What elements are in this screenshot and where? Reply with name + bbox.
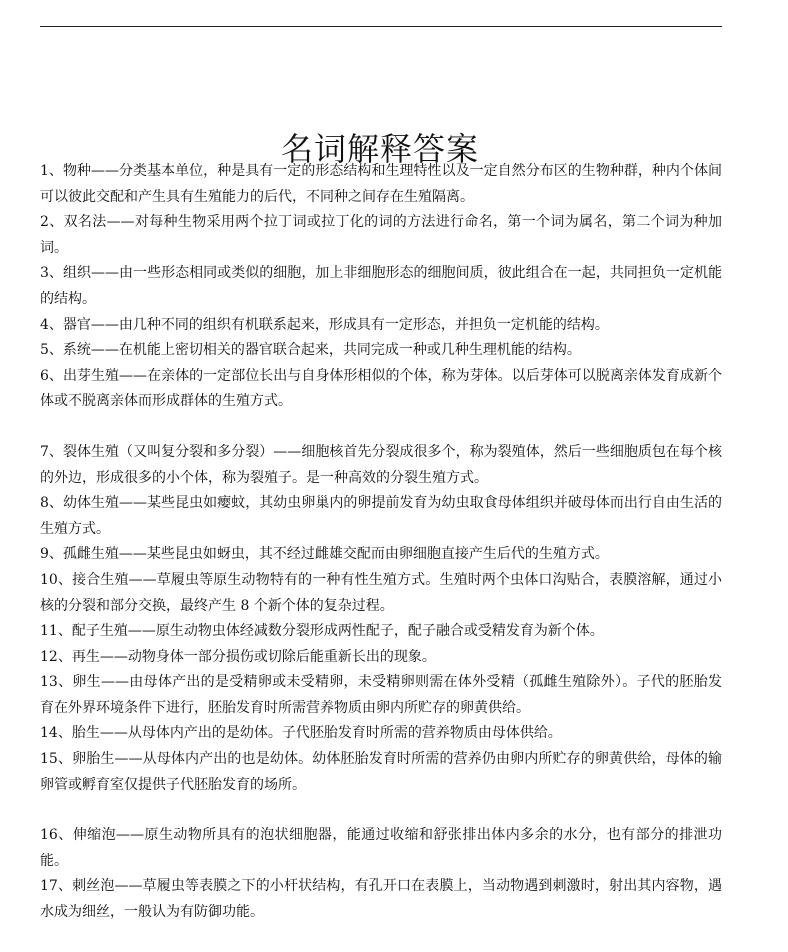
entry-ovoviviparity: 15、卵胎生——从母体内产出的也是幼体。幼体胚胎发育时所需的营养仍由卵内所贮存的卵黄供给，母体的输卵管或孵育室仅提供子代胚胎发育的场所。 [40, 751, 722, 793]
paragraph-gap [40, 415, 722, 440]
entry-oviparity: 13、卵生——由母体产出的是受精卵或未受精卵，未受精卵则需在体外受精（孤雌生殖除外）。子代的胚胎发育在外界环境条件下进行，胚胎发育时所需营养物质由卵内所贮存的卵黄供给。 [40, 674, 722, 716]
header-rule [40, 26, 722, 27]
entry-gametogony: 11、配子生殖——原生动物虫体经减数分裂形成两性配子，配子融合或受精发育为新个体。 [40, 623, 604, 640]
entry-regeneration: 12、再生——动物身体一部分损伤或切除后能重新长出的现象。 [40, 648, 436, 665]
entry-schizogony: 7、裂体生殖（又叫复分裂和多分裂）——细胞核首先分裂成很多个，称为裂殖体，然后一些细胞质包在每个核的外边，形成很多的小个体，称为裂殖子。是一种高效的分裂生殖方式。 [40, 443, 722, 486]
entry-binomial-nomenclature: 2、双名法——对每种生物采用两个拉丁词或拉丁化的词的方法进行命名，第一个词为属名，第二个词为种加词。 [40, 214, 722, 256]
entry-tissue: 3、组织——由一些形态相同或类似的细胞，加上非细胞形态的细胞间质，彼此组合在一起，共同担负一定机能的结构。 [40, 265, 722, 307]
page-title: 名词解释答案 [280, 130, 479, 169]
entry-conjugation: 10、接合生殖——草履虫等原生动物特有的一种有性生殖方式。生殖时两个虫体口沟贴合，表膜溶解，通过小核的分裂和部分交换，最终产生 8 个新个体的复杂过程。 [40, 571, 722, 614]
paragraph-gap [40, 798, 722, 823]
entry-parthenogenesis: 9、孤雌生殖——某些昆虫如蚜虫，其不经过雌雄交配而由卵细胞直接产生后代的生殖方式。 [40, 546, 609, 563]
entry-system: 5、系统——在机能上密切相关的器官联合起来，共同完成一种或几种生理机能的结构。 [40, 342, 581, 359]
entry-organ: 4、器官——由几种不同的组织有机联系起来，形成具有一定形态，并担负一定机能的结构。 [40, 316, 609, 333]
entry-trichocyst: 17、刺丝泡——草履虫等表膜之下的小杆状结构，有孔开口在表膜上，当动物遇到刺激时，射出其内容物，遇水成为细丝，一般认为有防御功能。 [40, 878, 722, 921]
entry-viviparity: 14、胎生——从母体内产出的是幼体。子代胚胎发育时所需的营养物质由母体供给。 [40, 725, 562, 742]
entry-contractile-vacuole: 16、伸缩泡——原生动物所具有的泡状细胞器，能通过收缩和舒张排出体内多余的水分，也有部分的排泄功能。 [40, 827, 722, 869]
entry-paedogenesis: 8、幼体生殖——某些昆虫如瘿蚊，其幼虫卵巢内的卵提前发育为幼虫取食母体组织并破母体而出行自由生活的生殖方式。 [40, 495, 722, 537]
definitions-list [40, 159, 722, 926]
entry-budding: 6、出芽生殖——在亲体的一定部位长出与自身体形相似的个体，称为芽体。以后芽体可以脱离亲体发育成新个体或不脱离亲体而形成群体的生殖方式。 [40, 367, 722, 410]
entry-species: 1、物种——分类基本单位，种是具有一定的形态结构和生理特性以及一定自然分布区的生物种群，种内个体间可以彼此交配和产生具有生殖能力的后代，不同种之间存在生殖隔离。 [40, 163, 722, 205]
